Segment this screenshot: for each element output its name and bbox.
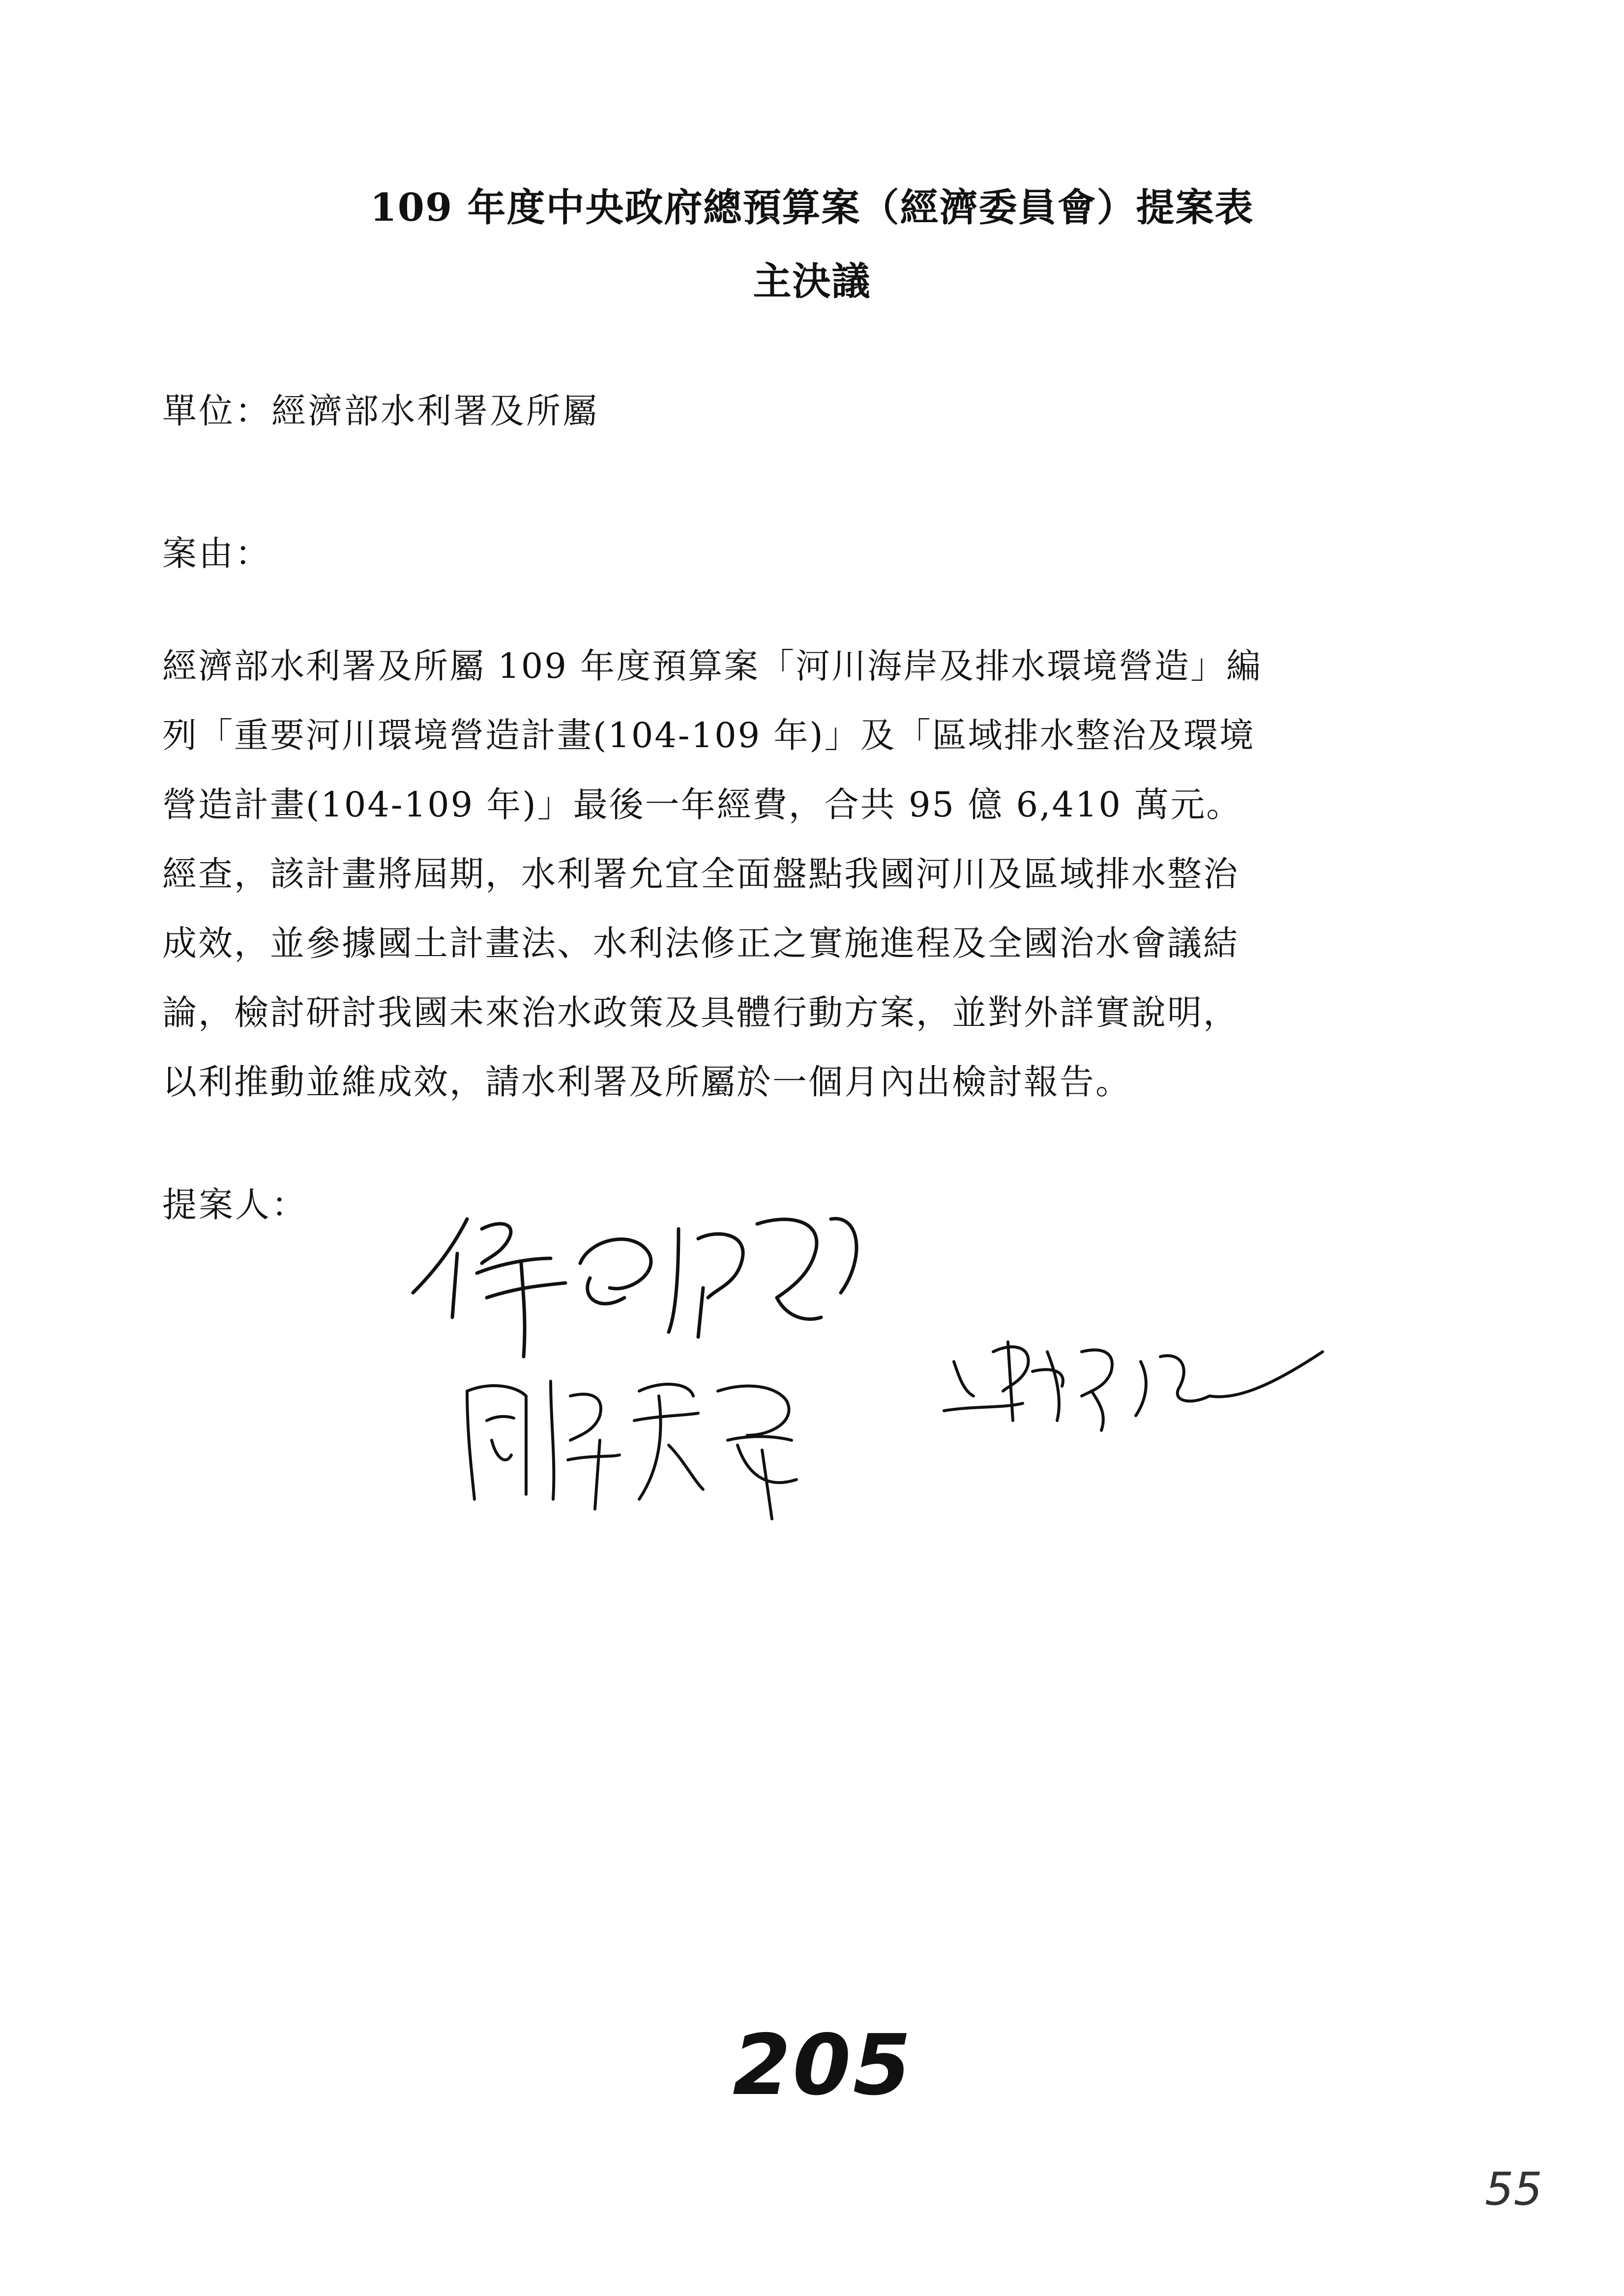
- document-subtitle: 主決議: [753, 259, 871, 304]
- proposer-label: 提案人：: [162, 1185, 308, 1225]
- signature-3: [934, 1322, 1337, 1440]
- reason-body: [162, 632, 1490, 1117]
- reason-line: 經濟部水利署及所屬 109 年度預算案「河川海岸及排水環境營造」編: [162, 646, 1263, 686]
- reason-line: 營造計畫(104-109 年)」最後一年經費，合共 95 億 6,410 萬元。: [162, 785, 1242, 825]
- handwritten-number-text: 205: [733, 2017, 913, 2114]
- reason-label: 案由：: [162, 533, 271, 574]
- handwritten-number: [728, 2010, 934, 2119]
- document-title: 109 年度中央政府總預算案（經濟委員會）提案表: [370, 185, 1254, 230]
- reason-line: 列「重要河川環境營造計畫(104-109 年)」及「區域排水整治及環境: [162, 715, 1255, 756]
- signature-2: [452, 1362, 836, 1524]
- reason-line: 經查，該計畫將屆期，水利署允宜全面盤點我國河川及區域排水整治: [162, 854, 1239, 894]
- reason-line: 論，檢討研討我國未來治水政策及具體行動方案，並對外詳實說明，: [162, 992, 1239, 1033]
- reason-line: 以利推動並維成效，請水利署及所屬於一個月內出檢討報告。: [162, 1062, 1131, 1102]
- reason-line: 成效，並參據國土計畫法、水利法修正之實施進程及全國治水會議結: [162, 923, 1239, 963]
- unit-field: 單位：經濟部水利署及所屬: [162, 391, 599, 431]
- signature-1: [403, 1199, 895, 1366]
- page-number: 55: [1485, 2163, 1543, 2215]
